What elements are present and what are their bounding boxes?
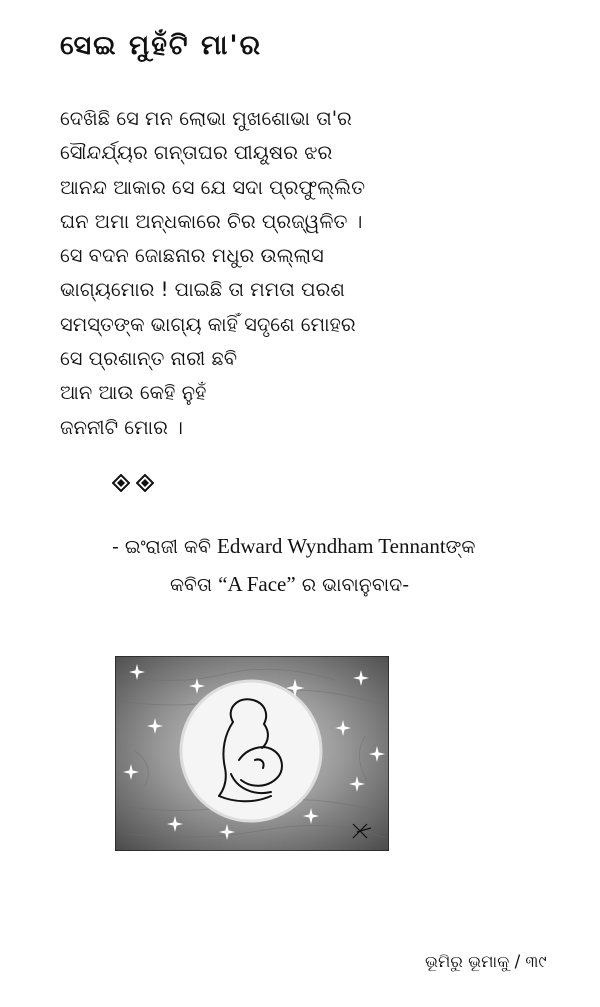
diamond-icon — [112, 474, 130, 492]
page-footer: ଭୂମିରୁ ଭୂମାକୁ / ୩୯ — [425, 952, 547, 971]
poem-line: ସେ ପ୍ରଶାନ୍ତ ନାରୀ ଛବି — [60, 347, 238, 371]
poem-line: ସେ ବଦନ ଜୋଛନାର ମଧୁର ଉଲ୍ଲାସ — [60, 244, 324, 268]
credit-suffix: ଙ୍କ — [445, 536, 476, 558]
double-diamond-icon — [112, 474, 154, 492]
diamond-icon — [136, 474, 154, 492]
credit-prefix: କବିତା — [170, 574, 219, 596]
poem-line: ଜନନୀଟି ମୋର । — [60, 415, 183, 439]
poem-line: ଦେଖିଛି ସେ ମନ ଲୋଭା ମୁଖଶୋଭା ତା'ର — [60, 107, 352, 130]
poem-line: ସମସ୍ତଙ୍କ ଭାଗ୍ୟ କାହିଁ ସଦୃଶେ ମୋହର — [60, 312, 356, 336]
poem-line: ଆନନ୍ଦ ଆକାର ସେ ଯେ ସଦା ପ୍ରଫୁଲ୍ଲିତ — [60, 175, 366, 199]
translation-credit-line-2 — [170, 572, 409, 597]
poem-line: ଆନ ଆଉ କେହି ନୁହଁ — [60, 381, 207, 405]
poet-name: Edward Wyndham Tennant — [217, 534, 446, 558]
poem-title: ସେଇ ମୁହଁଟି ମା'ର — [60, 30, 263, 61]
credit-suffix: ର ଭାବାନୁବାଦ- — [295, 574, 410, 596]
credit-prefix: - ଇଂରାଜୀ କବି — [112, 536, 218, 558]
source-poem-title: “A Face” — [218, 572, 296, 596]
poem-line: ଭାଗ୍ୟମୋର ! ପାଇଛି ତା ମମତା ପରଶ — [60, 278, 345, 302]
mother-and-child-moon-icon — [115, 656, 389, 855]
translation-credit-line-1 — [112, 534, 475, 559]
poem-body — [60, 102, 365, 445]
poem-line: ସୌନ୍ଦର୍ଯ୍ୟର ଗନ୍ତାଘର ପୀୟୂଷର ଝର — [60, 141, 333, 165]
poem-line: ଘନ ଅମା ଅନ୍ଧକାରେ ଚିର ପ୍ରଜ୍ୱଳିତ । — [60, 209, 363, 233]
